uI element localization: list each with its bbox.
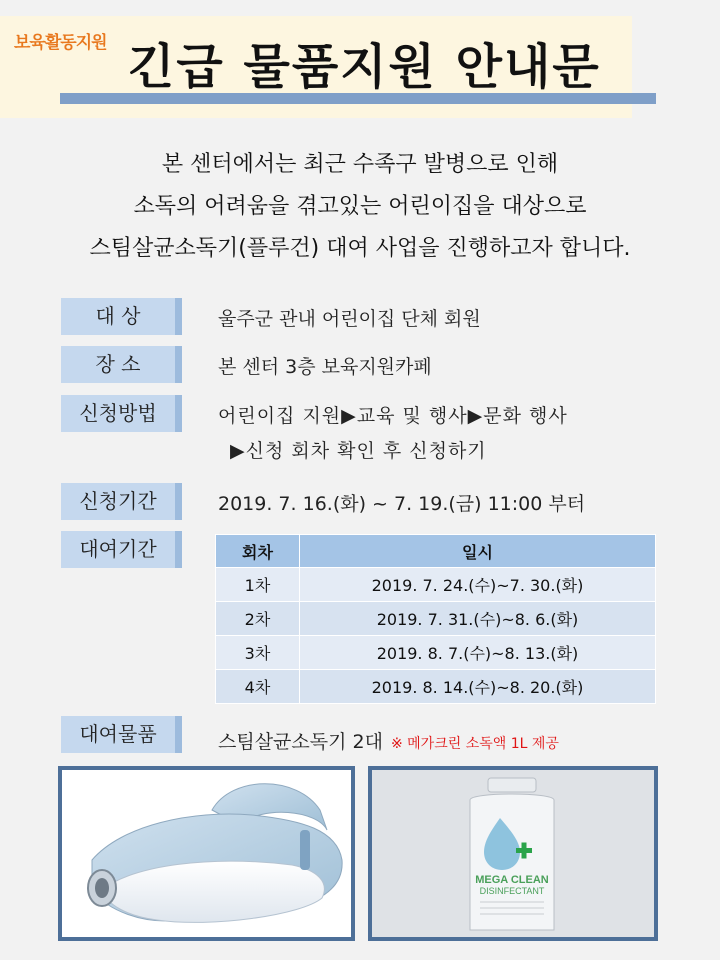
brand-label: 보육활동지원: [14, 33, 107, 53]
table-row: [216, 670, 656, 704]
date-cell: 2019. 8. 14.(수)~8. 20.(화): [300, 670, 656, 704]
disinfectant-bottle-photo: [368, 766, 658, 941]
apply-period-label: 신청기간: [61, 483, 182, 520]
bottle-product-text: DISINFECTANT: [479, 886, 545, 896]
steam-sterilizer-photo: [58, 766, 355, 941]
intro-line: 소독의 어려움을 겪고있는 어린이집을 대상으로: [133, 194, 587, 219]
place-value: 본 센터 3층 보육지원카페: [218, 356, 432, 378]
target-value: 울주군 관내 어린이집 단체 회원: [218, 308, 481, 330]
place-label: 장 소: [61, 346, 182, 383]
round-cell: 4차: [216, 670, 300, 704]
round-cell: 3차: [216, 636, 300, 670]
date-cell: 2019. 7. 24.(수)~7. 30.(화): [300, 568, 656, 602]
round-cell: 1차: [216, 568, 300, 602]
rental-item-note: ※ 메가크린 소독액 1L 제공: [390, 736, 559, 752]
table-row: [216, 636, 656, 670]
table-header-row: [216, 535, 656, 568]
column-header-round: 회차: [216, 535, 300, 568]
method-label: 신청방법: [61, 395, 182, 432]
rental-item-label: 대여물품: [61, 716, 182, 753]
date-cell: 2019. 8. 7.(수)~8. 13.(화): [300, 636, 656, 670]
method-value-line1: 어린이집 지원▶교육 및 행사▶문화 행사: [218, 405, 568, 427]
rental-schedule-table: [215, 534, 656, 704]
table-row: [216, 602, 656, 636]
intro-text: [0, 144, 720, 270]
intro-line: 본 센터에서는 최근 수족구 발병으로 인해: [161, 152, 559, 177]
round-cell: 2차: [216, 602, 300, 636]
intro-line: 스팀살균소독기(플루건) 대여 사업을 진행하고자 합니다.: [89, 236, 631, 261]
rental-item-value: [218, 727, 559, 754]
table-row: [216, 568, 656, 602]
target-label: 대 상: [61, 298, 182, 335]
rental-item-text: 스팀살균소독기 2대: [218, 731, 383, 753]
column-header-date: 일시: [300, 535, 656, 568]
apply-period-value: 2019. 7. 16.(화) ~ 7. 19.(금) 11:00 부터: [218, 493, 586, 515]
steam-sterilizer-illustration: [62, 770, 351, 937]
rental-period-label: 대여기간: [61, 531, 182, 568]
disinfectant-bottle-illustration: [372, 770, 654, 937]
date-cell: 2019. 7. 31.(수)~8. 6.(화): [300, 602, 656, 636]
bottle-brand-text: MEGA CLEAN: [475, 874, 549, 886]
method-value-line2: ▶신청 회차 확인 후 신청하기: [230, 440, 487, 462]
page-title: 긴급 물품지원 안내문: [128, 39, 601, 95]
